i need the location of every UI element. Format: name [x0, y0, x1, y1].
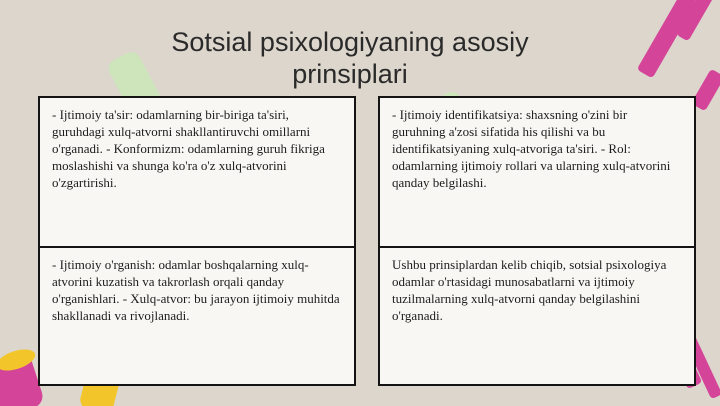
principle-card-1 [38, 96, 356, 258]
principle-card-2-text: - Ijtimoiy identifikatsiya: shaxsning o'zini bir guruhning a'zosi sifatida his qilishi va bu identifikatsiyaning xulq-atvoriga ta'siri. - Rol: odamlarning ijtimoiy rollari va ularning xulq-atvorini qanday belgilashi. [392, 107, 671, 190]
pink-stripes-top-right [637, 0, 720, 111]
principle-card-3 [38, 246, 356, 386]
principle-card-2 [378, 96, 696, 258]
principle-card-4 [378, 246, 696, 386]
principle-card-1-text: - Ijtimoiy ta'sir: odamlarning bir-biriga ta'siri, guruhdagi xulq-atvorni shakllantiruvchi omillarni o'rganadi. - Konformizm: odamlarning guruh fikriga moslashishi va shunga ko'ra o'z xulq-atvorini o'zgartirishi. [52, 107, 325, 190]
principle-card-3-text: - Ijtimoiy o'rganish: odamlar boshqalarning xulq-atvorini kuzatish va takrorlash orqali qanday o'rganishlari. - Xulq-atvor: bu jarayon ijtimoiy muhitda shakllanadi va rivojlanadi. [52, 257, 340, 323]
page-title: Sotsial psixologiyaning asosiy prinsiplari [171, 27, 529, 89]
principle-card-4-text: Ushbu prinsiplardan kelib chiqib, sotsial psixologiya odamlar o'rtasidagi munosabatlarni va ijtimoiy tuzilmalarning xulq-atvorni qanday belgilashini o'rganadi. [392, 257, 667, 323]
